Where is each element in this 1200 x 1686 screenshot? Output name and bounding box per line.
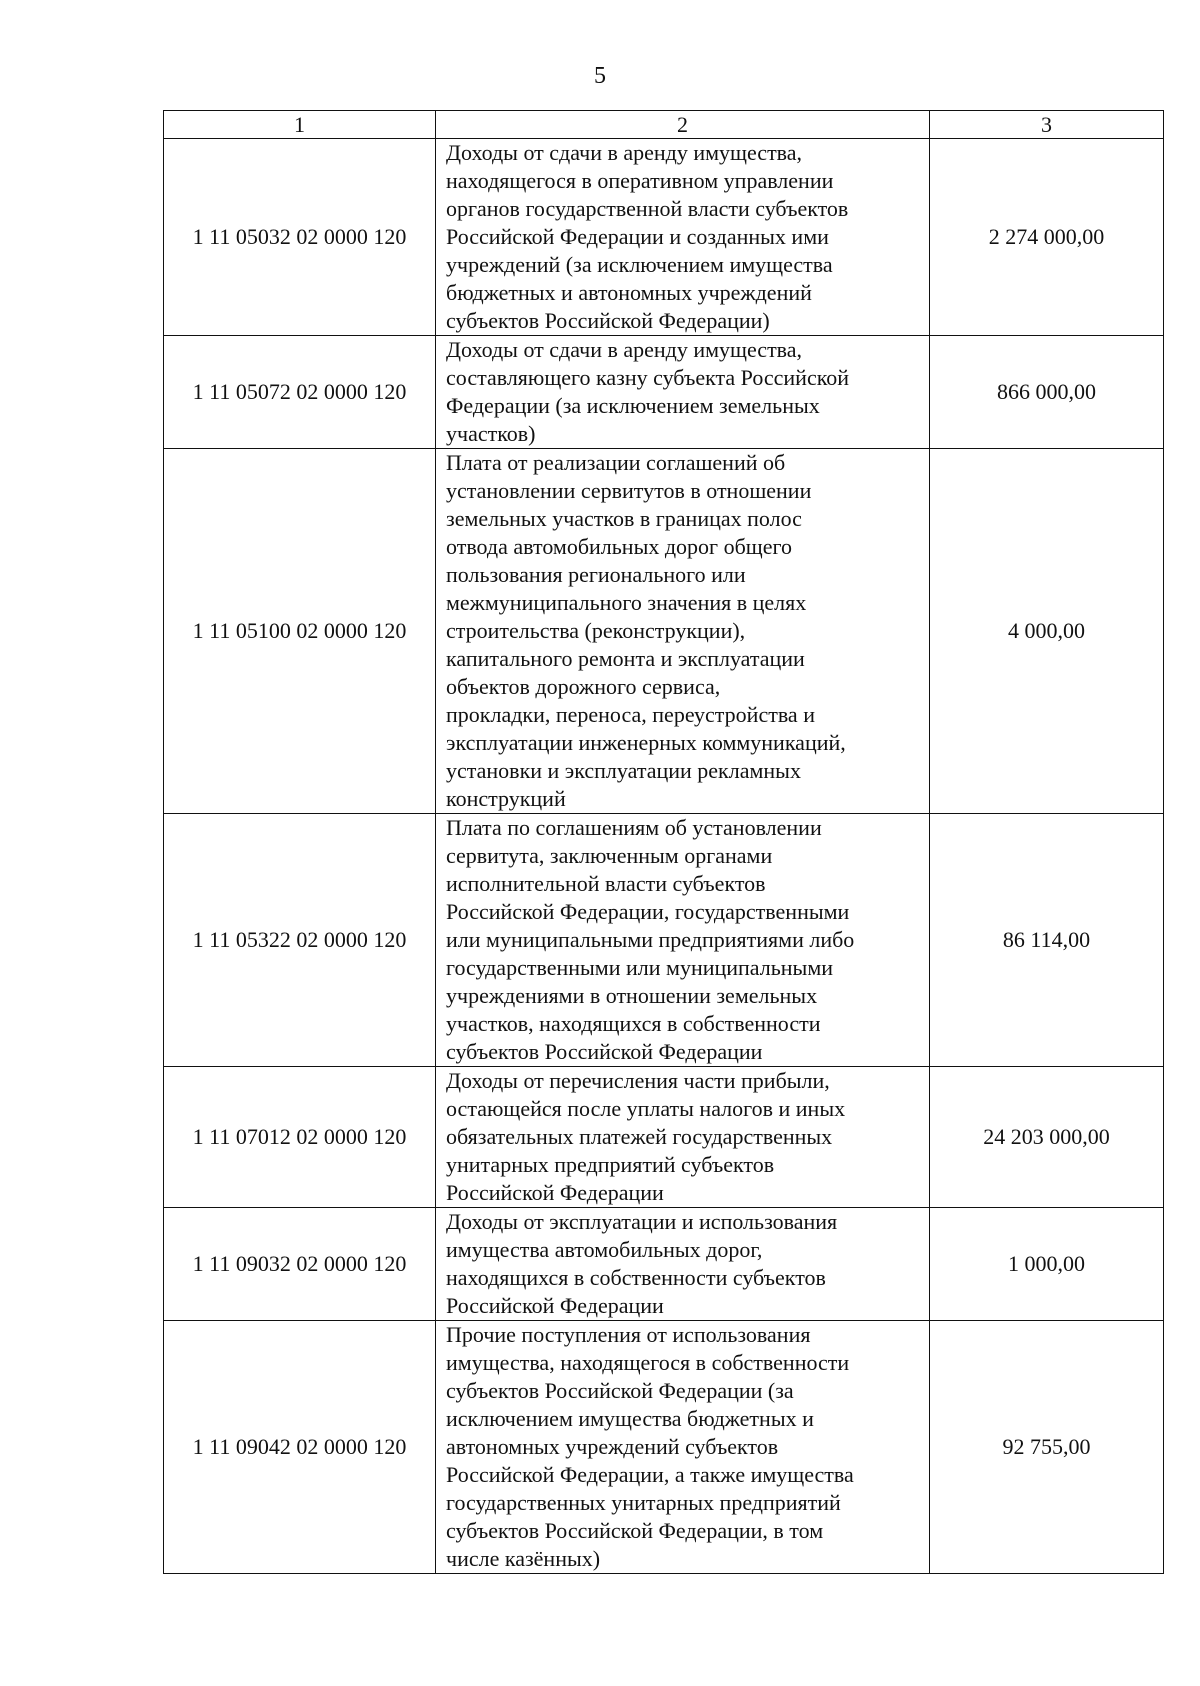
revenue-amount: 1 000,00 [930, 1208, 1164, 1321]
revenue-amount: 92 755,00 [930, 1321, 1164, 1574]
revenue-amount: 86 114,00 [930, 814, 1164, 1067]
revenue-name: Плата от реализации соглашений об установлении сервитутов в отношении земельных участков в границах полос отвода автомобильных дорог общего пользования регионального или межмуниципального значения в целях строительства (реконструкции), капитального ремонта и эксплуатации объектов дорожного сервиса, прокладки, переноса, переустройства и эксплуатации инженерных коммуникаций, установки и эксплуатации рекламных конструкций [436, 449, 930, 814]
revenue-table [163, 110, 1164, 1574]
table-row [164, 1208, 1164, 1321]
page-number: 5 [594, 63, 606, 89]
revenue-name: Прочие поступления от использования имущества, находящегося в собственности субъектов Российской Федерации (за исключением имущества бюджетных и автономных учреждений субъектов Российской Федерации, а также имущества государственных унитарных предприятий субъектов Российской Федерации, в том числе казённых) [436, 1321, 930, 1574]
revenue-amount: 866 000,00 [930, 336, 1164, 449]
revenue-code: 1 11 05072 02 0000 120 [164, 336, 436, 449]
table-row [164, 139, 1164, 336]
column-header-amount: 3 [930, 111, 1164, 139]
revenue-code: 1 11 05032 02 0000 120 [164, 139, 436, 336]
table-row [164, 336, 1164, 449]
column-header-name: 2 [436, 111, 930, 139]
revenue-code: 1 11 05322 02 0000 120 [164, 814, 436, 1067]
revenue-code: 1 11 09032 02 0000 120 [164, 1208, 436, 1321]
revenue-name: Доходы от перечисления части прибыли, остающейся после уплаты налогов и иных обязательных платежей государственных унитарных предприятий субъектов Российской Федерации [436, 1067, 930, 1208]
table-row [164, 1321, 1164, 1574]
revenue-amount: 24 203 000,00 [930, 1067, 1164, 1208]
table-row [164, 1067, 1164, 1208]
revenue-name: Доходы от сдачи в аренду имущества, составляющего казну субъекта Российской Федерации (за исключением земельных участков) [436, 336, 930, 449]
revenue-name: Доходы от эксплуатации и использования имущества автомобильных дорог, находящихся в собственности субъектов Российской Федерации [436, 1208, 930, 1321]
table-row [164, 814, 1164, 1067]
revenue-code: 1 11 05100 02 0000 120 [164, 449, 436, 814]
revenue-code: 1 11 07012 02 0000 120 [164, 1067, 436, 1208]
column-header-code: 1 [164, 111, 436, 139]
table-header-row [164, 111, 1164, 139]
revenue-amount: 2 274 000,00 [930, 139, 1164, 336]
revenue-name: Доходы от сдачи в аренду имущества, находящегося в оперативном управлении органов государственной власти субъектов Российской Федерации и созданных ими учреждений (за исключением имущества бюджетных и автономных учреждений субъектов Российской Федерации) [436, 139, 930, 336]
table-row [164, 449, 1164, 814]
revenue-name: Плата по соглашениям об установлении сервитута, заключенным органами исполнительной власти субъектов Российской Федерации, государственными или муниципальными предприятиями либо государственными или муниципальными учреждениями в отношении земельных участков, находящихся в собственности субъектов Российской Федерации [436, 814, 930, 1067]
revenue-amount: 4 000,00 [930, 449, 1164, 814]
revenue-code: 1 11 09042 02 0000 120 [164, 1321, 436, 1574]
